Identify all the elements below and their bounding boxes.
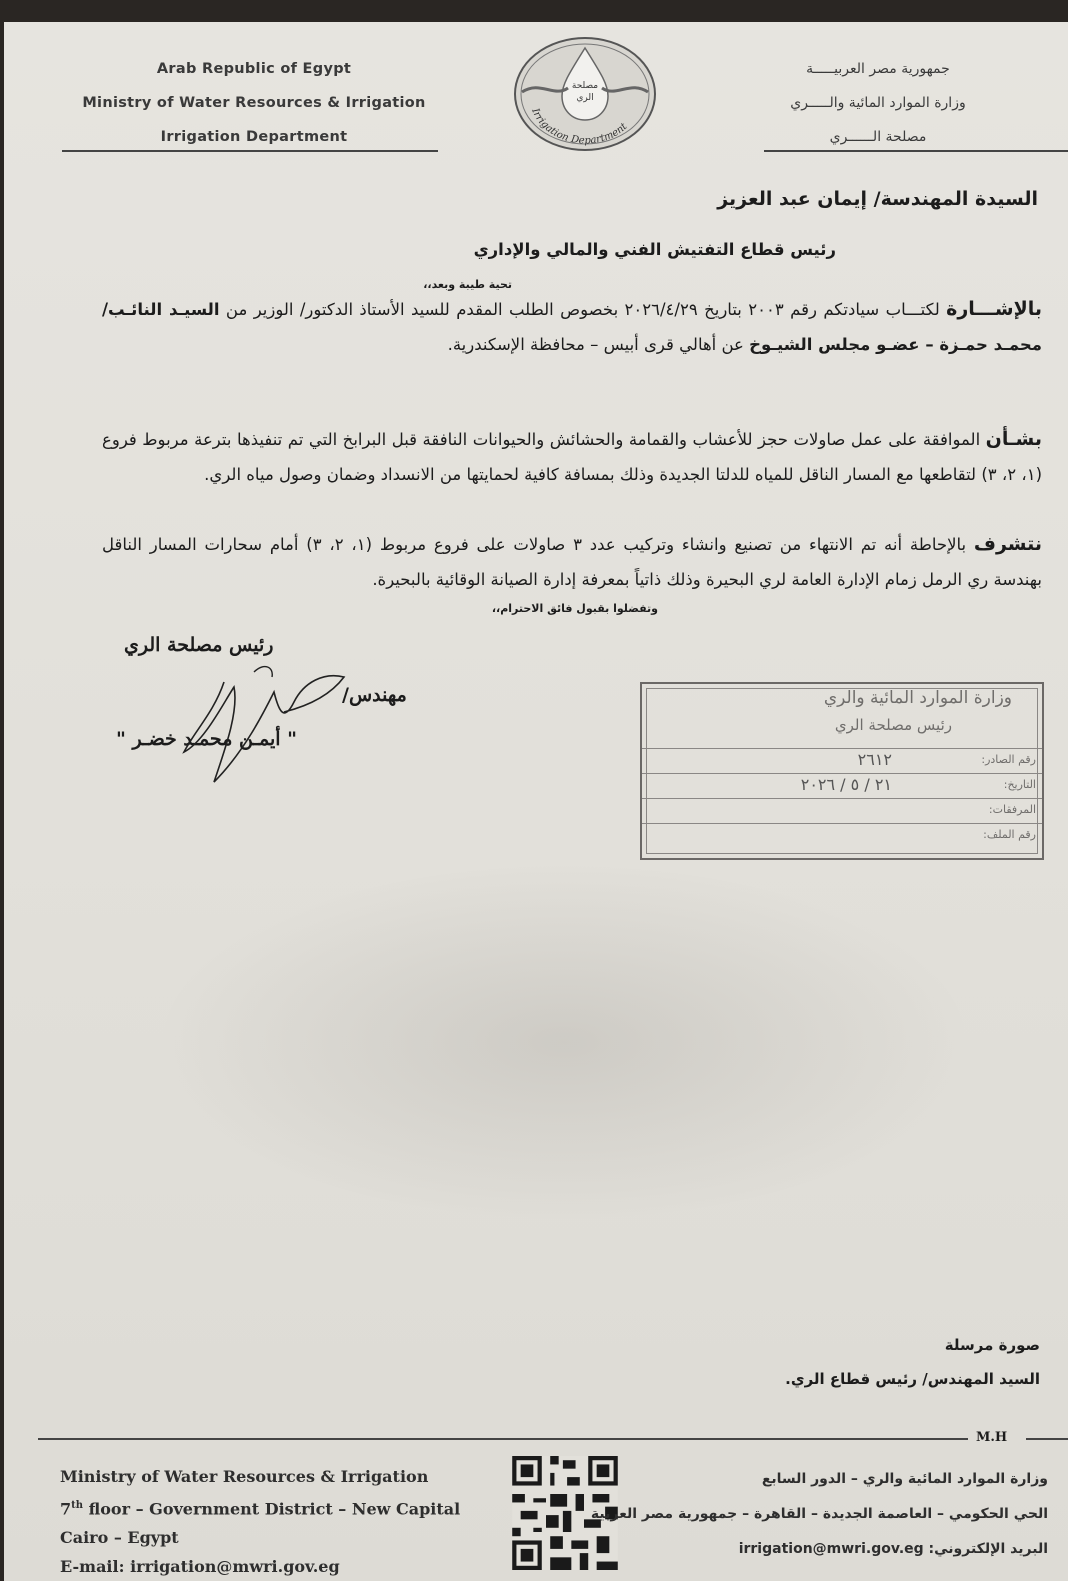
footer-floor-en: 7th floor – Government District – New Capital — [60, 1499, 461, 1519]
stamp-row-number — [642, 748, 1042, 774]
footer-email-en: E-mail: irrigation@mwri.gov.eg — [60, 1557, 340, 1577]
header-department-ar: مصلحة الــــــري — [829, 129, 927, 145]
stamp-row-attachments — [642, 798, 1042, 824]
paragraph-reference-text: لكتـــاب سيادتكم رقم ٢٠٠٣ بتاريخ ٢٠٢٦/٤/٢٩ بخصوص الطلب المقدم للسيد الأستاذ الدكتور/ الوزير من — [219, 300, 947, 319]
header-rule-left — [62, 150, 438, 152]
header-ministry-ar: وزارة الموارد المائية والـــــري — [790, 95, 966, 111]
footer-ministry-ar: وزارة الموارد المائية والري – الدور السابع — [761, 1471, 1048, 1487]
greeting: تحية طيبة وبعد،، — [423, 278, 512, 291]
stamp-row-label: التاريخ: — [1003, 778, 1036, 791]
footer-rule-end — [1026, 1438, 1068, 1440]
stamp-row-value: ٢٦١٢ — [857, 750, 892, 769]
stamp-office: رئيس مصلحة الري — [834, 716, 952, 734]
outgoing-stamp — [640, 682, 1044, 860]
typist-initials: M.H — [976, 1430, 1008, 1445]
stamp-row-value: ٢١ / ٥ / ٢٠٢٦ — [800, 775, 892, 794]
signatory-name: " أيمـن محمـد خضـر " — [116, 728, 298, 750]
header-rule-right — [764, 150, 1068, 152]
paragraph-subject — [102, 422, 1042, 492]
paragraph-subject-lead: بشـأن — [985, 428, 1042, 450]
paragraph-reference-lead: بالإشـــارة — [946, 298, 1043, 320]
signatory-title: رئيس مصلحة الري — [124, 634, 274, 656]
irrigation-department-logo — [510, 32, 660, 162]
photo-shadow — [154, 862, 974, 1222]
footer-email-ar: البريد الإلكتروني: irrigation@mwri.gov.eg — [738, 1541, 1048, 1557]
letter-page — [4, 22, 1068, 1581]
header-country-en: Arab Republic of Egypt — [156, 61, 352, 77]
header-department-en: Irrigation Department — [160, 129, 348, 145]
stamp-row-label: المرفقات: — [988, 803, 1036, 816]
paragraph-notice-text: بالإحاطة أنه تم الانتهاء من تصنيع وانشاء وتركيب عدد ٣ صاولات على فروع مربوط (١، ٢، ٣) أمام سحارات المسار الناقل بهندسة ري الرمل زمام الإدارة العامة لري البحيرة وذلك ذاتياً بمعرفة إدارة الصيانة الوقائية بالبحيرة. — [102, 535, 1042, 589]
header-ministry-en: Ministry of Water Resources & Irrigation — [82, 95, 426, 111]
footer-district-ar: الحي الحكومي – العاصمة الجديدة – القاهرة – جمهورية مصر العربية — [590, 1506, 1048, 1522]
footer-arabic-address — [591, 1462, 1048, 1567]
paragraph-reference-bold: السيـد النائـب/ محمـد حمـزة – عضـو مجلس الشيـوخ — [102, 300, 1042, 354]
paragraph-notice-lead: نتشرف — [973, 533, 1043, 555]
signatory-prefix: مهندس/ — [342, 684, 407, 706]
addressee-title: رئيس قطاع التفتيش الفني والمالي والإداري — [473, 240, 836, 259]
logo-text-ar-2: الري — [576, 93, 594, 103]
paragraph-notice — [102, 527, 1042, 597]
handwritten-signature — [154, 642, 374, 802]
closing-line: وتفضلوا بقبول فائق الاحترام،، — [491, 602, 658, 615]
stamp-row-label: رقم الصادر: — [981, 753, 1036, 766]
addressee-name: السيدة المهندسة/ إيمان عبد العزيز — [717, 188, 1038, 210]
stamp-row-file — [642, 823, 1042, 849]
english-letterhead — [64, 52, 444, 154]
footer-english-address — [60, 1462, 460, 1581]
logo-text-en: Irrigation Department — [529, 106, 630, 147]
paragraph-reference — [102, 292, 1042, 362]
footer-rule — [38, 1438, 968, 1440]
logo-text-ar-1: مصلحة — [571, 81, 599, 91]
paragraph-subject-text: الموافقة على عمل صاولات حجز للأعشاب والقمامة والحشائش والحيوانات النافقة قبل البرابخ التي تم تنفيذها بترعة مربوط فروع (١، ٢، ٣) لتقاطعها مع المسار الناقل للمياه للدلتا الجديدة وذلك بمسافة كافية لحمايتها من الانسداد وضمان وصول مياه الري. — [102, 430, 1042, 484]
paragraph-reference-tail: عن أهالي قرى أبيس – محافظة الإسكندرية. — [447, 335, 750, 354]
footer-city-en: Cairo – Egypt — [60, 1528, 179, 1548]
header-country-ar: جمهورية مصر العربيـــــة — [806, 61, 950, 77]
footer-ministry-en: Ministry of Water Resources & Irrigation — [60, 1467, 429, 1486]
stamp-ministry: وزارة الموارد المائية والري — [823, 688, 1012, 708]
cc-recipient: السيد المهندس/ رئيس قطاع الري. — [785, 1370, 1040, 1388]
stamp-row-date — [642, 773, 1042, 799]
arabic-letterhead — [738, 52, 1018, 154]
stamp-row-label: رقم الملف: — [983, 828, 1036, 841]
cc-label: صورة مرسلة — [944, 1336, 1040, 1354]
